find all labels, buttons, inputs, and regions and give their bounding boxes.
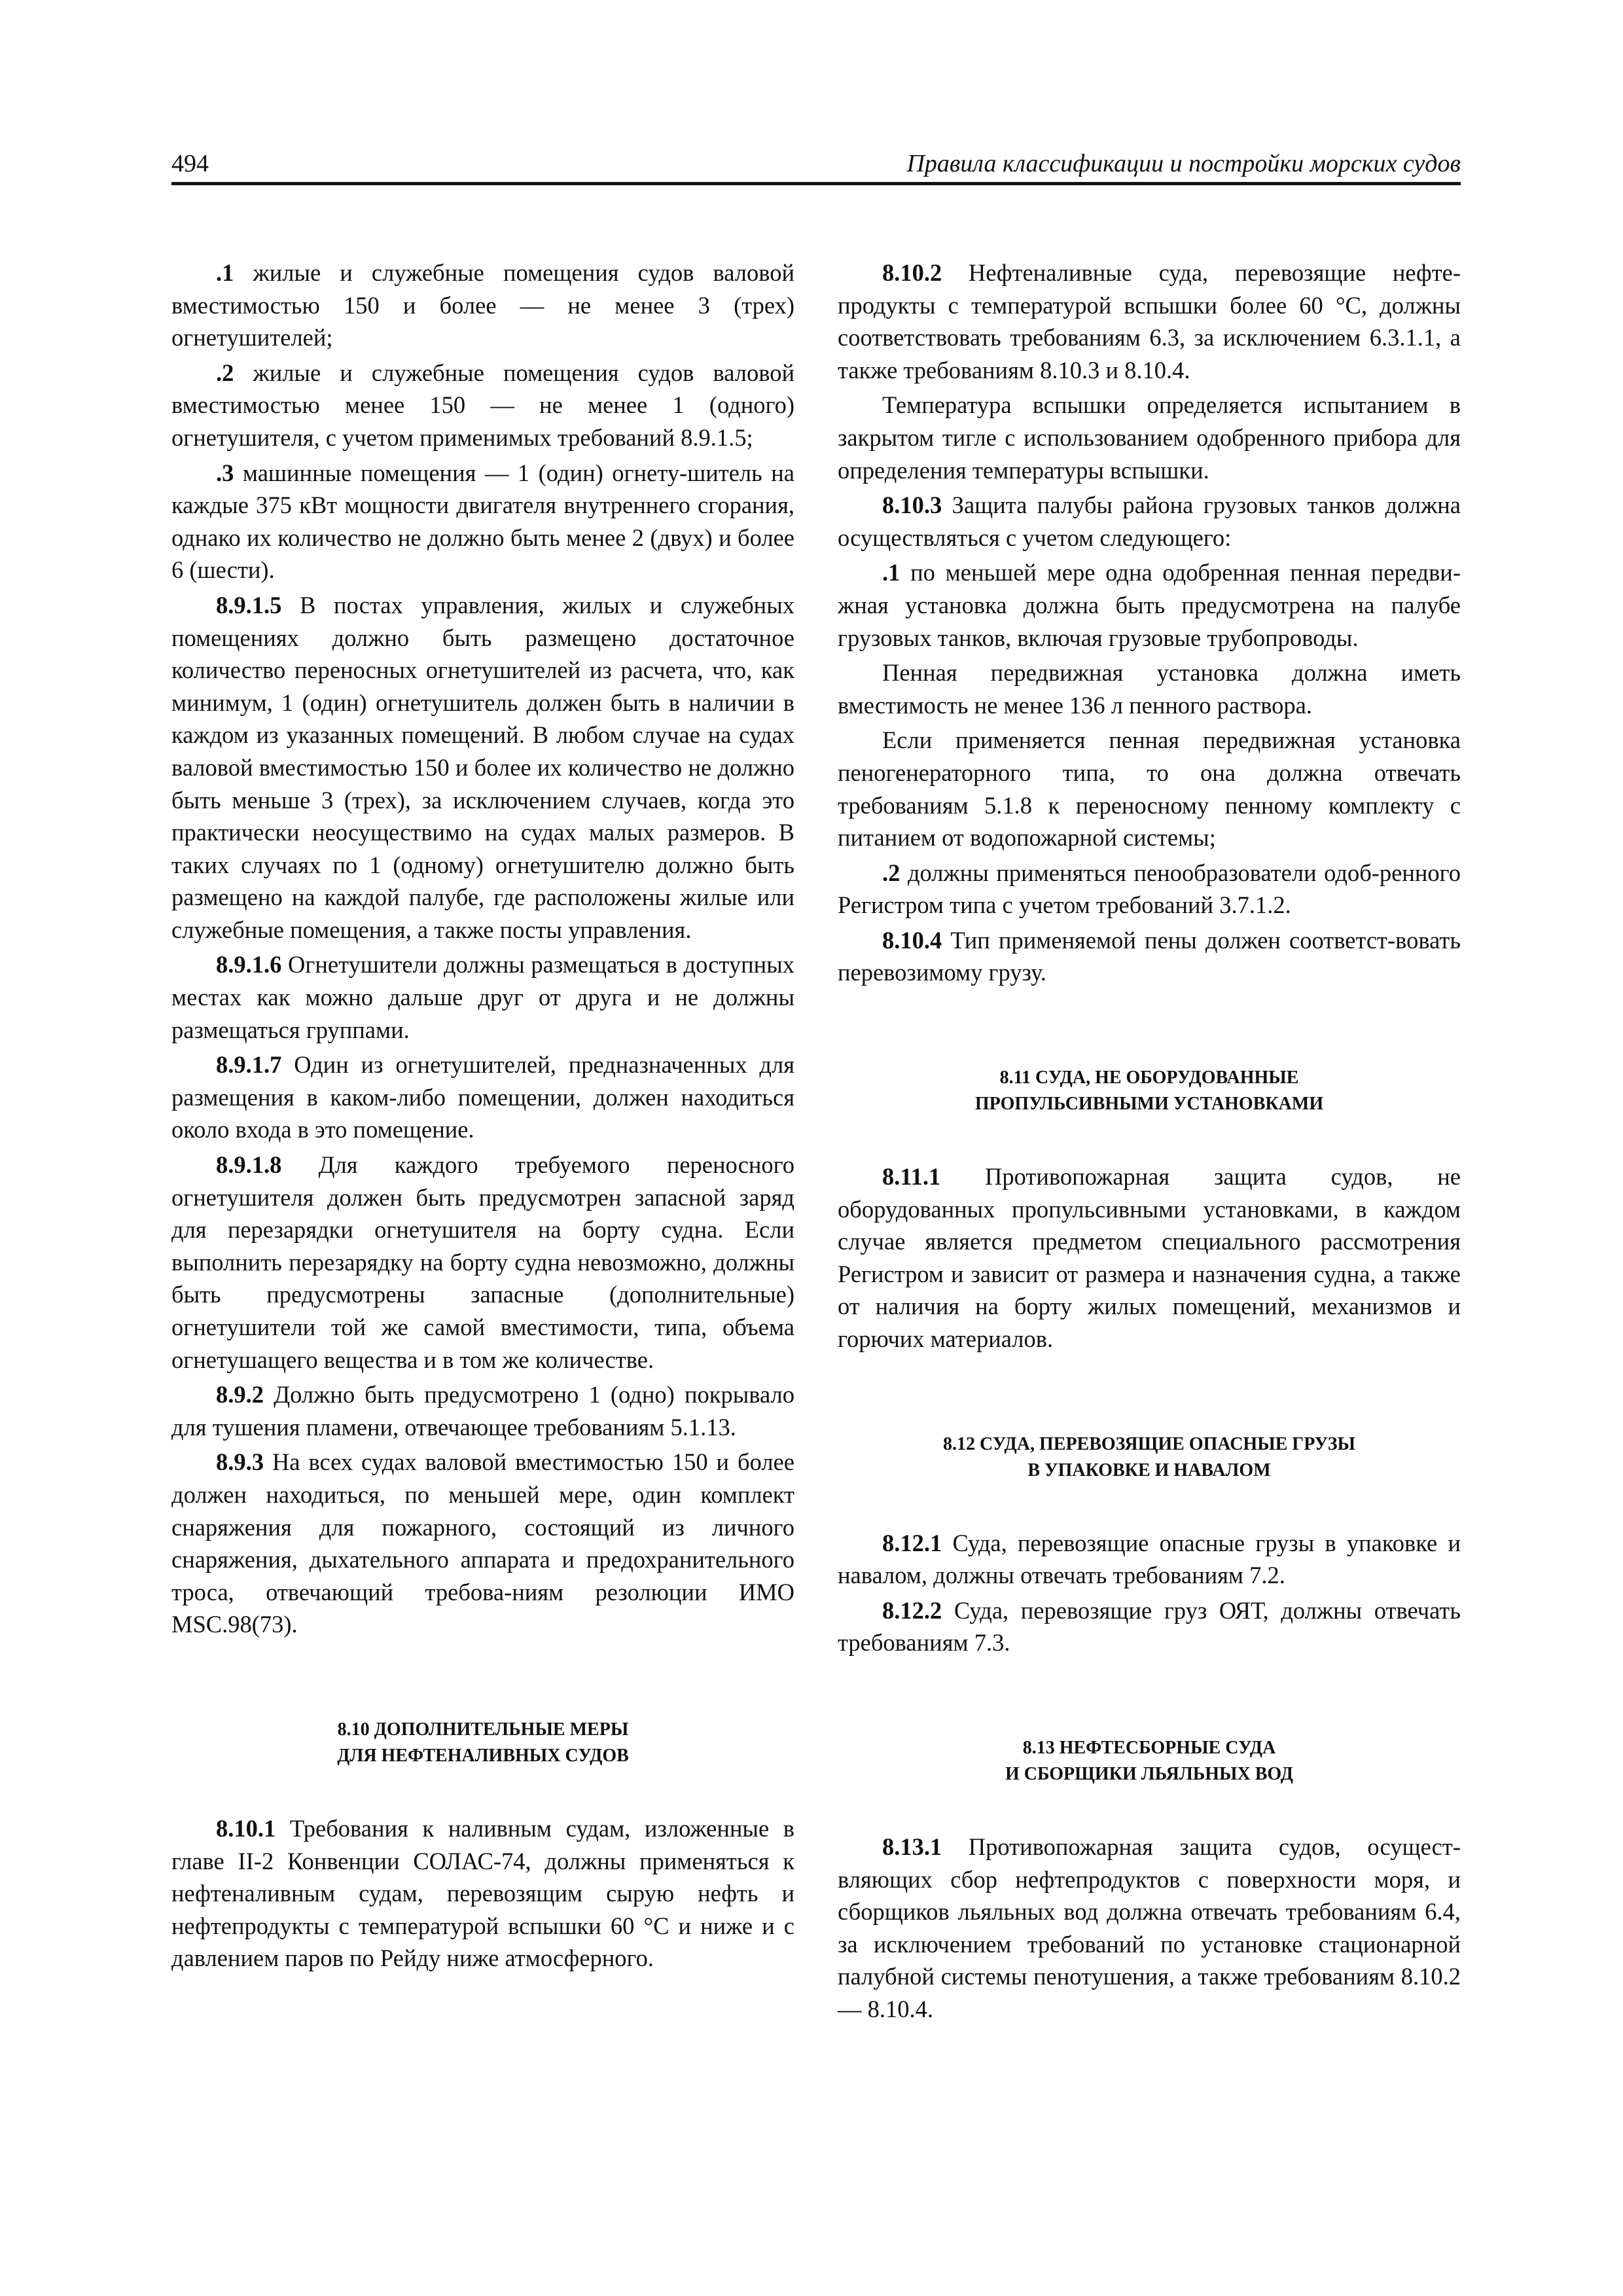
paragraph: 8.9.1.7 Один из огнетушителей, предназначенных для размещения в каком-либо помещении, должен находиться около входа в это помещение. — [171, 1051, 794, 1143]
paragraph: 8.12.2 Суда, перевозящие груз ОЯТ, должны отвечать требованиям 7.3. — [838, 1596, 1461, 1657]
paragraph: 8.9.1.8 Для каждого требуемого переносного огнетушителя должен быть предусмотрен запасной заряд для перезарядки огнетушителя на борту судна. Если выполнить перезарядку на борту судна невозможно, должны быть предусмотрены запасные (дополнительные) огнетушители той же самой вместимости, типа, объема огнетушащего вещества и в том же количестве. — [171, 1151, 794, 1373]
paragraph: Если применяется пенная передвижная установка пеногенераторного типа, то она должна отвечать требованиям 5.1.8 к переносному пенному комплекту с питанием от водопожарной системы; — [838, 726, 1461, 852]
section-heading-8-12: 8.12 СУДА, ПЕРЕВОЗЯЩИЕ ОПАСНЫЕ ГРУЗЫ В УПАКОВКЕ И НАВАЛОМ — [942, 1433, 1356, 1480]
paragraph: 8.9.1.6 Огнетушители должны размещаться в доступных местах как можно дальше друг от друга и не должны размещаться группами. — [171, 951, 794, 1043]
section-heading-8-13: 8.13 НЕФТЕСБОРНЫЕ СУДА И СБОРЩИКИ ЛЬЯЛЬНЫХ ВОД — [1005, 1738, 1294, 1784]
paragraph: 8.10.2 Нефтеналивные суда, перевозящие нефте-продукты с температурой вспышки более 60 °С, должны соответствовать требованиям 6.3, за исключением 6.3.1.1, а также требованиям 8.10.3 и 8.10.4. — [838, 259, 1461, 384]
paragraph: .1 по меньшей мере одна одобренная пенная передви-жная установка должна быть предусмотрена на палубе грузовых танков, включая грузовые трубопроводы. — [838, 559, 1461, 651]
paragraph: 8.10.4 Тип применяемой пены должен соответст-вовать перевозимому грузу. — [838, 926, 1461, 986]
paragraph: 8.9.3 На всех судах валовой вместимостью 150 и более должен находиться, по меньшей мере, один комплект снаряжения для пожарного, состоящий из личного снаряжения, дыхательного аппарата и предохранительного троса, отвечающий требова-ниям резолюции ИМО MSC.98(73). — [171, 1448, 794, 1638]
section-heading-8-10: 8.10 ДОПОЛНИТЕЛЬНЫЕ МЕРЫ ДЛЯ НЕФТЕНАЛИВНЫХ СУДОВ — [337, 1719, 629, 1766]
paragraph: 8.9.2 Должно быть предусмотрено 1 (одно) покрывало для тушения пламени, отвечающее требованиям 5.1.13. — [171, 1381, 794, 1441]
paragraph: .3 машинные помещения — 1 (один) огнету-шитель на каждые 375 кВт мощности двигателя внутреннего сгорания, однако их количество не должно быть менее 2 (двух) и более 6 (шести). — [171, 459, 794, 584]
left-column — [171, 257, 794, 1977]
paragraph: .2 жилые и служебные помещения судов валовой вместимостью менее 150 — не менее 1 (одного) огнетушителя, с учетом применимых требований 8.9.1.5; — [171, 359, 794, 451]
paragraph: Пенная передвижная установка должна иметь вместимость не менее 136 л пенного раствора. — [838, 659, 1461, 719]
running-title: Правила классификации и постройки морских судов — [906, 150, 1461, 177]
paragraph: .1 жилые и служебные помещения судов валовой вместимостью 150 и более — не менее 3 (трех) огнетушителей; — [171, 259, 794, 351]
paragraph: 8.10.1 Требования к наливным судам, изложенные в главе II-2 Конвенции СОЛАС-74, должны применяться к нефтеналивным судам, перевозящим сырую нефть и нефтепродукты с температурой вспышки 60 °С и ниже и с давлением паров по Рейду ниже атмосферного. — [171, 1814, 794, 1972]
right-column — [838, 257, 1461, 2028]
paragraph: 8.10.3 Защита палубы района грузовых танков должна осуществляться с учетом следующего: — [838, 492, 1461, 551]
paragraph: 8.11.1 Противопожарная защита судов, не оборудованных пропульсивными установками, в каждом случае является предметом специального рассмотрения Регистром и зависит от размера и назначения судна, а также от наличия на борту жилых помещений, механизмов и горючих материалов. — [838, 1163, 1461, 1353]
paragraph: 8.9.1.5 В постах управления, жилых и служебных помещениях должно быть размещено достаточное количество переносных огнетушителей из расчета, что, как минимум, 1 (один) огнетушитель должен быть в наличии в каждом из указанных помещений. В любом случае на судах валовой вместимостью 150 и более их количество не должно быть меньше 3 (трех), за исключением случаев, когда это практически неосуществимо на судах малых размеров. В таких случаях по 1 (одному) огнетушителю должно быть размещено на каждой палубе, где расположены жилые или служебные помещения, а также посты управления. — [171, 591, 794, 943]
paragraph: Температура вспышки определяется испытанием в закрытом тигле с использованием одобренного прибора для определения температуры вспышки. — [838, 391, 1461, 484]
page-number: 494 — [171, 150, 209, 177]
page-header — [171, 148, 1461, 185]
paragraph: 8.13.1 Противопожарная защита судов, осущест-вляющих сбор нефтепродуктов с поверхности моря, и сборщиков льяльных вод должна отвечать требованиям 6.4, за исключением требований по установке стационарной палубной системы пенотушения, а также требованиям 8.10.2 — 8.10.4. — [838, 1833, 1461, 2022]
paragraph: .2 должны применяться пенообразователи одоб-ренного Регистром типа с учетом требований 3.7.1.2. — [838, 859, 1461, 919]
paragraph: 8.12.1 Суда, перевозящие опасные грузы в упаковке и навалом, должны отвечать требованиям 7.2. — [838, 1529, 1461, 1589]
section-heading-8-11: 8.11 СУДА, НЕ ОБОРУДОВАННЫЕ ПРОПУЛЬСИВНЫМИ УСТАНОВКАМИ — [974, 1067, 1324, 1115]
